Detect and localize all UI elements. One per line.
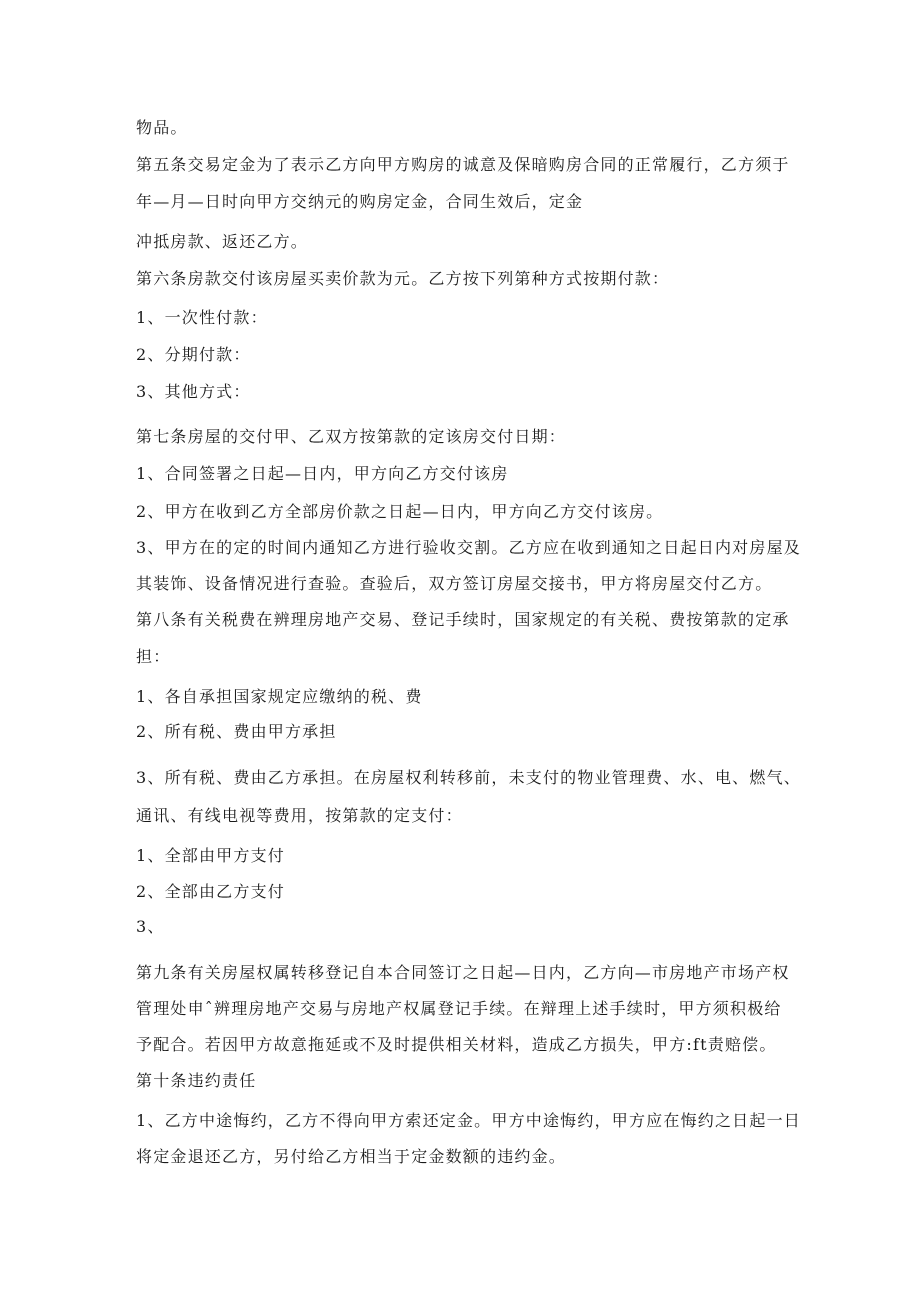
text-line-19: 通讯、有线电视等费用，按第款的定支付： xyxy=(136,806,463,825)
text-line-4: 冲抵房款、返还乙方。 xyxy=(136,232,309,251)
text-line-9: 第七条房屋的交付甲、乙双方按第款的定该房交付日期： xyxy=(136,427,567,446)
text-line-7: 2、分期付款： xyxy=(136,345,251,364)
text-line-21: 2、全部由乙方支付 xyxy=(136,882,285,901)
text-line-27: 1、乙方中途悔约，乙方不得向甲方索还定金。甲方中途悔约，甲方应在悔约之日起一日 xyxy=(136,1111,801,1130)
text-line-11: 2、甲方在收到乙方全部房价款之日起—日内，甲方向乙方交付该房。 xyxy=(136,502,664,521)
text-line-15: 担： xyxy=(136,647,171,666)
text-line-14: 第八条有关税费在辨理房地产交易、登记手续时，国家规定的有关税、费按第款的定承 xyxy=(136,610,790,629)
text-line-10: 1、合同签署之日起—日内，甲方向乙方交付该房 xyxy=(136,464,509,483)
text-line-24: 管理处申ˆ辨理房地产交易与房地产权属登记手续。在辩理上述手续时，甲方须积极给 xyxy=(136,999,782,1018)
text-line-16: 1、各自承担国家规定应缴纳的税、费 xyxy=(136,687,423,706)
text-line-25: 予配合。若因甲方故意拖延或不及时提供相关材料，造成乙方损失，甲方:ft责赔偿。 xyxy=(136,1035,777,1054)
text-line-23: 第九条有关房屋权属转移登记自本合同签订之日起—日内，乙方向—市房地产市场产权 xyxy=(136,963,790,982)
text-line-3: 年—月—日时向甲方交纳元的购房定金，合同生效后，定金 xyxy=(136,192,584,211)
text-line-6: 1、一次性付款： xyxy=(136,308,268,327)
text-line-22: 3、 xyxy=(136,917,165,936)
text-line-1: 物品。 xyxy=(136,118,188,137)
text-line-12: 3、甲方在的定的时间内通知乙方进行验收交割。乙方应在收到通知之日起日内对房屋及 xyxy=(136,538,801,557)
text-line-17: 2、所有税、费由甲方承担 xyxy=(136,722,337,741)
text-line-28: 将定金退还乙方，另付给乙方相当于定金数额的违约金。 xyxy=(136,1147,567,1166)
text-line-20: 1、全部由甲方支付 xyxy=(136,846,285,865)
text-line-5: 第六条房款交付该房屋买卖价款为元。乙方按下列第种方式按期付款： xyxy=(136,269,670,288)
text-line-2: 第五条交易定金为了表示乙方向甲方购房的诚意及保暗购房合同的正常履行，乙方须于 xyxy=(136,155,790,174)
text-line-8: 3、其他方式： xyxy=(136,382,251,401)
text-line-18: 3、所有税、费由乙方承担。在房屋权利转移前，未支付的物业管理费、水、电、燃气、 xyxy=(136,768,801,787)
text-line-26: 第十条违约责任 xyxy=(136,1071,257,1090)
text-line-13: 其装饰、设备情况进行查验。查验后，双方签订房屋交接书，甲方将房屋交付乙方。 xyxy=(136,574,773,593)
